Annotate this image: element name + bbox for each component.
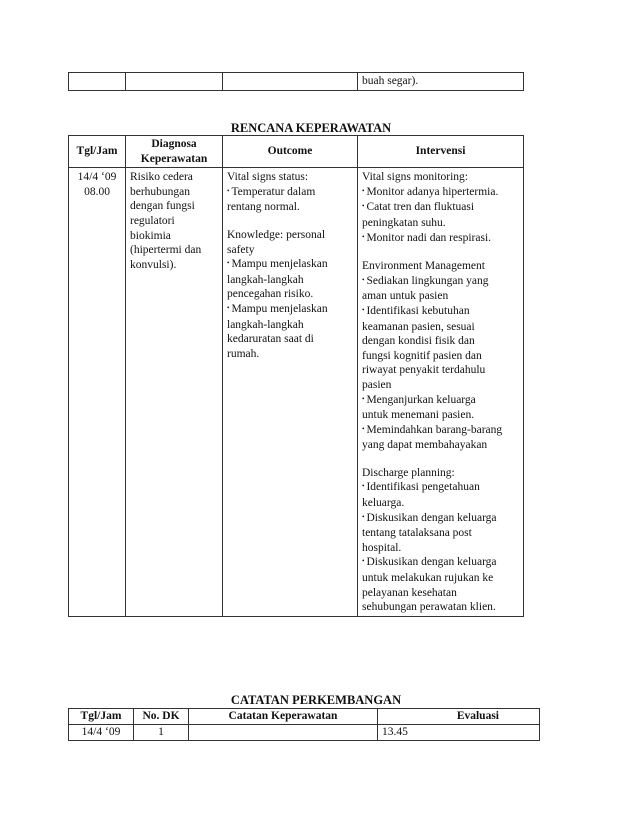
- plan-date-cell: 14/4 ‘09 08.00: [69, 168, 126, 617]
- fragment-cell-2: [126, 73, 223, 91]
- plan-intervensi-cell: [358, 168, 524, 617]
- intervensi-text-line: peningkatan suhu.: [362, 216, 446, 229]
- intervensi-bullet-item: • Diskusikan dengan keluarga: [362, 555, 519, 571]
- previous-table-fragment: [68, 72, 524, 91]
- intervensi-bullet-item: • Memindahkan barang-barang: [362, 423, 519, 439]
- intervensi-text-line: Discharge planning:: [362, 466, 455, 479]
- header-diagnosa: Diagnosa Keperawatan: [126, 136, 223, 168]
- intervensi-bullet-item: • Catat tren dan fluktuasi: [362, 200, 519, 216]
- header-tgl-jam: Tgl/Jam: [69, 136, 126, 168]
- intervensi-text-line: yang dapat membahayakan: [362, 439, 488, 452]
- intervensi-text-line: untuk melakukan rujukan ke: [362, 572, 494, 585]
- outcome-bullet-item: • Mampu menjelaskan: [227, 302, 353, 318]
- intervensi-text-line: Vital signs monitoring:: [362, 171, 469, 184]
- intervensi-text-line: Environment Management: [362, 260, 485, 273]
- plan-title: RENCANA KEPERAWATAN: [230, 121, 392, 135]
- intervensi-text-line: aman untuk pasien: [362, 290, 449, 303]
- intervensi-text-line: sehubungan perawatan klien.: [362, 601, 496, 614]
- outcome-text-line: safety: [227, 243, 255, 256]
- plan-outcome-cell: [223, 168, 358, 617]
- care-plan-table: [68, 135, 524, 617]
- progress-header-tgl-jam: Tgl/Jam: [69, 709, 134, 725]
- outcome-text-line: kedaruratan saat di: [227, 333, 314, 346]
- outcome-text-line: Knowledge: personal: [227, 228, 326, 241]
- intervensi-text-line: fungsi kognitif pasien dan: [362, 349, 482, 362]
- intervensi-text-line: tentang tatalaksana post: [362, 527, 472, 540]
- plan-diagnosa-cell: Risiko cedera berhubungan dengan fungsi regulatori biokimia (hipertermi dan konvulsi).: [126, 168, 223, 617]
- intervensi-text-line: pelayanan kesehatan: [362, 586, 457, 599]
- progress-header-catatan: Catatan Keperawatan: [189, 709, 378, 725]
- intervensi-bullet-item: • Menganjurkan keluarga: [362, 393, 519, 409]
- intervensi-bullet-item: • Identifikasi pengetahuan: [362, 480, 519, 496]
- progress-title: CATATAN PERKEMBANGAN: [230, 693, 402, 707]
- intervensi-bullet-item: • Diskusikan dengan keluarga: [362, 511, 519, 527]
- intervensi-spacer: [362, 453, 519, 466]
- progress-evaluasi-cell: 13.45: [378, 725, 540, 741]
- intervensi-bullet-item: • Monitor nadi dan respirasi.: [362, 231, 519, 247]
- header-outcome: Outcome: [223, 136, 358, 168]
- header-intervensi: Intervensi: [358, 136, 524, 168]
- intervensi-text-line: keamanan pasien, sesuai: [362, 320, 475, 333]
- outcome-text-line: langkah-langkah: [227, 273, 304, 286]
- progress-header-evaluasi: Evaluasi: [378, 709, 540, 725]
- intervensi-text-line: untuk menemani pasien.: [362, 409, 475, 422]
- outcome-bullet-item: • Mampu menjelaskan: [227, 257, 353, 273]
- intervensi-spacer: [362, 246, 519, 259]
- progress-table: [68, 708, 540, 741]
- outcome-bullet-item: • Temperatur dalam: [227, 185, 353, 201]
- progress-header-no-dk: No. DK: [134, 709, 189, 725]
- fragment-cell-1: [69, 73, 126, 91]
- intervensi-text-line: hospital.: [362, 541, 402, 554]
- outcome-spacer: [227, 215, 353, 228]
- intervensi-text-line: riwayat penyakit terdahulu: [362, 364, 486, 377]
- intervensi-bullet-item: • Monitor adanya hipertermia.: [362, 185, 519, 201]
- outcome-text-line: Vital signs status:: [227, 171, 309, 184]
- intervensi-bullet-item: • Identifikasi kebutuhan: [362, 304, 519, 320]
- fragment-cell-3: [223, 73, 358, 91]
- outcome-text-line: rumah.: [227, 347, 260, 360]
- intervensi-bullet-item: • Sediakan lingkungan yang: [362, 274, 519, 290]
- outcome-text-line: langkah-langkah: [227, 318, 304, 331]
- fragment-cell-4: buah segar).: [358, 73, 524, 91]
- outcome-text-line: pencegahan risiko.: [227, 288, 314, 301]
- intervensi-text-line: pasien: [362, 378, 392, 391]
- progress-catatan-cell: [189, 725, 378, 741]
- progress-date-cell: 14/4 ‘09: [69, 725, 134, 741]
- progress-dk-cell: 1: [134, 725, 189, 741]
- intervensi-text-line: dengan kondisi fisik dan: [362, 335, 475, 348]
- intervensi-text-line: keluarga.: [362, 497, 405, 510]
- outcome-text-line: rentang normal.: [227, 201, 300, 214]
